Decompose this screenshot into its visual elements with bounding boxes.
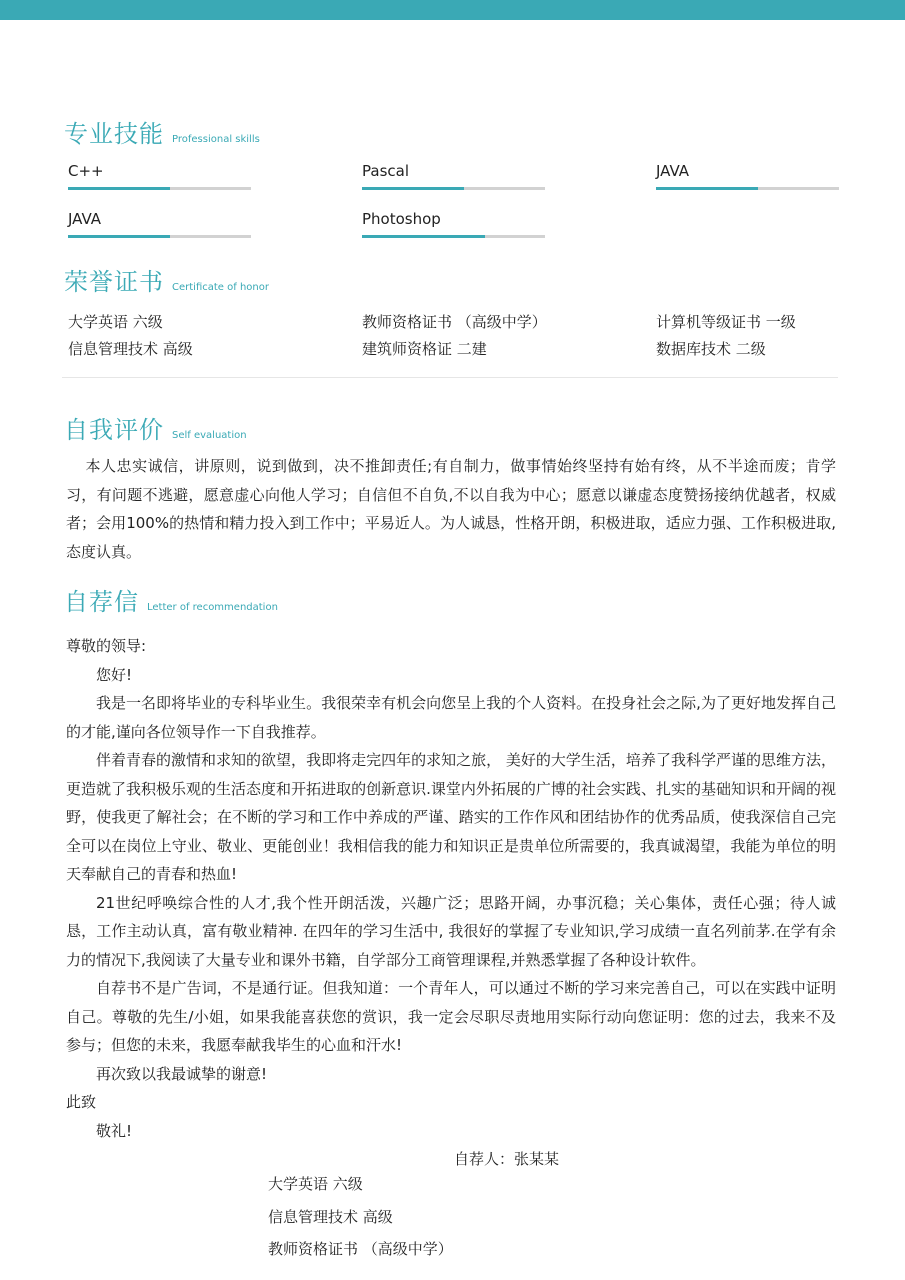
skill-bar-track [68, 235, 251, 238]
honor-item: 数据库技术 二级 [656, 340, 766, 358]
skills-title-en: Professional skills [172, 134, 260, 145]
letter-salutation: 尊敬的领导: [66, 637, 147, 655]
bottom-cert-list [268, 1168, 453, 1266]
skill-bar-fill [68, 235, 170, 238]
top-accent-bar [0, 0, 905, 20]
letter-paragraph: 伴着青春的激情和求知的欲望，我即将走完四年的求知之旅， 美好的大学生活，培养了我科学严谨的思维方法，更造就了我积极乐观的生活态度和开拓进取的创新意识.课堂内外拓展的广博的社会实践、扎实的基础知识和开阔的视野，使我更了解社会；在不断的学习和工作中养成的严谨、踏实的工作作风和团结协作的优秀品质，使我深信自己完全可以在岗位上守业、敬业、更能创业！我相信我的能力和知识正是贵单位所需要的，我真诚渴望，我能为单位的明天奉献自己的青春和热血! [66, 751, 836, 883]
letter-section-title [64, 582, 278, 617]
skill-bar-track [362, 235, 545, 238]
skill-bar-track [68, 187, 251, 190]
skills-title-zh: 专业技能 [64, 120, 164, 148]
letter-paragraph: 21世纪呼唤综合性的人才,我个性开朗活泼，兴趣广泛；思路开阔，办事沉稳；关心集体，责任心强；待人诚恳，工作主动认真，富有敬业精神. 在四年的学习生活中, 我很好的掌握了专业知识,学习成绩一直名列前茅.在学有余力的情况下,我阅读了大量专业和课外书籍，自学部分工商管理课程,并熟悉掌握了各种设计软件。 [66, 893, 836, 969]
skill-bar-track [362, 187, 545, 190]
self-evaluation-text: 本人忠实诚信，讲原则，说到做到，决不推卸责任;有自制力，做事情始终坚持有始有终，从不半途而废；肯学习，有问题不逃避，愿意虚心向他人学习；自信但不自负,不以自我为中心；愿意以谦虚态度赞扬接纳优越者，权威者；会用100%的热情和精力投入到工作中；平易近人。为人诚恳，性格开朗，积极进取，适应力强、工作积极进取,态度认真。 [66, 457, 836, 561]
skill-name: Photoshop [362, 210, 441, 228]
honor-item: 大学英语 六级 [68, 313, 163, 331]
honor-item: 信息管理技术 高级 [68, 340, 193, 358]
honor-title-zh: 荣誉证书 [64, 268, 164, 296]
letter-signature: 自荐人：张某某 [454, 1150, 560, 1168]
section-divider [62, 377, 838, 378]
skill-item [68, 162, 251, 190]
skill-name: JAVA [656, 162, 690, 180]
skill-item [656, 162, 839, 190]
bottom-cert-item: 信息管理技术 高级 [268, 1207, 393, 1226]
skill-bar-fill [362, 187, 464, 190]
skill-bar-track [656, 187, 839, 190]
honor-column-1 [68, 309, 308, 363]
honor-column-2 [362, 309, 554, 363]
self-section-title [64, 410, 247, 445]
honor-item: 建筑师资格证 二建 [362, 340, 487, 358]
letter-regards: 敬礼! [96, 1121, 133, 1140]
skill-bar-fill [68, 187, 170, 190]
letter-title-en: Letter of recommendation [147, 602, 278, 613]
skill-bar-fill [362, 235, 485, 238]
honor-item: 教师资格证书 （高级中学） [362, 313, 547, 331]
letter-paragraph: 自荐书不是广告词，不是通行证。但我知道：一个青年人，可以通过不断的学习来完善自己，可以在实践中证明自己。尊敬的先生/小姐，如果我能喜获您的赏识，我一定会尽职尽责地用实际行动向您证明：您的过去，我来不及参与；但您的未来，我愿奉献我毕生的心血和汗水! [66, 979, 836, 1054]
honor-section-title [64, 262, 269, 297]
skill-name: C++ [68, 162, 104, 180]
honor-item: 计算机等级证书 一级 [656, 313, 796, 331]
skill-item [362, 162, 545, 190]
skills-section-title [64, 114, 260, 149]
letter-body [66, 632, 836, 1174]
honor-column-3 [656, 309, 856, 363]
skill-name: JAVA [68, 210, 102, 228]
self-title-en: Self evaluation [172, 430, 247, 441]
letter-paragraph: 我是一名即将毕业的专科毕业生。我很荣幸有机会向您呈上我的个人资料。在投身社会之际,为了更好地发挥自己的才能,谨向各位领导作一下自我推荐。 [66, 694, 836, 741]
skill-item [68, 210, 251, 238]
letter-greeting: 您好! [96, 665, 133, 684]
bottom-cert-item: 大学英语 六级 [268, 1175, 363, 1193]
honor-title-en: Certificate of honor [172, 282, 269, 293]
letter-closing: 此致 [66, 1093, 97, 1111]
letter-title-zh: 自荐信 [64, 588, 139, 616]
bottom-cert-item: 教师资格证书 （高级中学） [268, 1240, 453, 1258]
skill-bar-fill [656, 187, 758, 190]
letter-thanks: 再次致以我最诚挚的谢意! [96, 1064, 268, 1083]
skill-name: Pascal [362, 162, 409, 180]
self-title-zh: 自我评价 [64, 416, 164, 444]
skill-item [362, 210, 545, 238]
